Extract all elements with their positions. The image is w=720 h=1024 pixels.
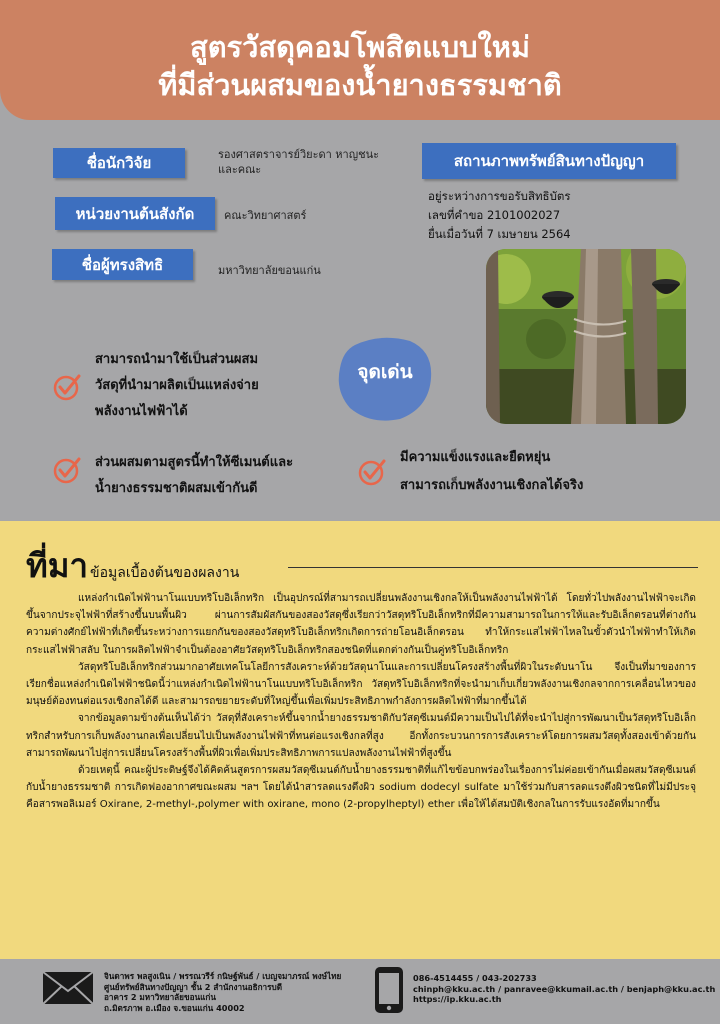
highlight-2-line-1: ส่วนผสมตามสูตรนี้ทำให้ซีเมนต์และ <box>95 455 294 470</box>
title-line-2: ที่มีส่วนผสมของน้ำยางธรรมชาติ <box>158 68 562 102</box>
footer-address-3: ถ.มิตรภาพ อ.เมือง จ.ขอนแก่น 40002 <box>104 1002 245 1013</box>
source-title: ที่มา <box>26 546 89 585</box>
highlight-1-line-2: วัสดุที่นำมาผลิตเป็นแหล่งจ่าย <box>95 378 259 393</box>
source-paragraph-3: จากข้อมูลตามข้างต้นเห็นได้ว่า วัสดุที่สังเคราะห์ขึ้นจากน้ำยางธรรมชาติกับวัสดุซีเมนต์มีความเป็นไปได้ที่จะนำไปสู่การพัฒนาเป็นวัสดุทริโบอิเล็กทริกสำหรับการเก็บพลังงานกลเพื่อเปลี่ยนไปเป็นพลังงานไฟฟ้าที่ทนต่อแรงเชิงกลที่สูง อีกทั้งกระบวนการการสังเคราะห์โดยการผสมวัสดุทั้งสองเข้าด้วยกันสามารถพัฒนาไปสู่การเปลี่ยนโครงสร้างพื้นที่ผิวเพื่อเพิ่มประสิทธิภาพการแปลงพลังงานไฟฟ้าที่สูงขึ้น <box>26 713 696 759</box>
source-paragraph-2: วัสดุทริโบอิเล็กทริกส่วนมากอาศัยเทคโนโลยีการสังเคราะห์ด้วยวัสดุนาโนและการเปลี่ยนโครงสร้างพื้นที่ผิวในระดับนาโน จึงเป็นที่มาของการเรียกชื่อแหล่งกำเนิดไฟฟ้าชนิดนี้ว่าแหล่งกำเนิดไฟฟ้านาโนแบบทริโบอิเล็กทริก วัสดุทริโบอิเล็กทริกที่จะนำมาเก็บเกี่ยวพลังงานเชิงกลจากการเคลื่อนไหวของมนุษย์ต้องทนต่อแรงเชิงกลได้ดี และสามารถขยายระดับที่ใหญ่ขึ้นเพื่อเพิ่มประสิทธิภาพกำลังการผลิตไฟฟ้าที่มากขึ้นได้ <box>26 661 696 708</box>
unit-label: หน่วยงานต้นสังกัด <box>55 197 215 230</box>
source-heading <box>26 539 239 592</box>
footer-address-2: อาคาร 2 มหาวิทยาลัยขอนแก่น <box>104 992 216 1002</box>
ip-status-label: สถานภาพทรัพย์สินทางปัญญา <box>422 143 676 179</box>
source-paragraph-1: แหล่งกำเนิดไฟฟ้านาโนแบบทริโบอิเล็กทริก เป็นอุปกรณ์ที่สามารถเปลี่ยนพลังงานเชิงกลให้เป็นพลังงานไฟฟ้าได้ โดยทั่วไปพลังงานไฟฟ้าจะเกิดขึ้นจากประจุไฟฟ้าที่สร้างขึ้นบนพื้นผิว ผ่านการสัมผัสกันของสองวัสดุซึ่งเรียกว่าวัสดุทริโบอิเล็กทริกที่มีความสามารถในการให้และรับอิเล็กตรอนที่ต่างกัน ความต่างศักย์ไฟฟ้าที่เกิดขึ้นระหว่างการแยกกันของสองวัสดุทริโบอิเล็กทริกเกิดการถ่ายโอนอิเล็กตรอน ทำให้กระแสไฟฟ้าไหลในขั้วตัวนำไฟฟ้าทำให้เกิดกระแสไฟฟ้าสลับ ในการผลิตไฟฟ้าจำเป็นต้องอาศัยวัสดุทริโบอิเล็กทริกสองชนิดที่แตกต่างกันเป็นคู่ทริโบอิเล็กทริก <box>26 593 696 656</box>
footer-website[interactable]: https://ip.kku.ac.th <box>413 994 502 1004</box>
footer-address <box>104 971 341 1013</box>
heading-rule <box>288 567 698 568</box>
highlight-3-line-2: สามารถเก็บพลังงานเชิงกลได้จริง <box>400 478 584 493</box>
rubber-tree-illustration <box>486 249 686 424</box>
title-line-1: สูตรวัสดุคอมโพสิตแบบใหม่ <box>190 30 530 64</box>
ip-status-details <box>428 187 571 244</box>
ip-line-1: อยู่ระหว่างการขอรับสิทธิบัตร <box>428 189 571 203</box>
smartphone-icon <box>374 966 404 1014</box>
highlight-1-line-1: สามารถนำมาใช้เป็นส่วนผสม <box>95 352 259 367</box>
owner-label: ชื่อผู้ทรงสิทธิ <box>52 249 193 280</box>
rubber-tree-photo <box>486 249 686 424</box>
source-paragraph-4: ด้วยเหตุนี้ คณะผู้ประดิษฐ์จึงได้คิดค้นสูตรการผสมวัสดุซีเมนต์กับน้ำยางธรรมชาติที่แก้ไขข้อบกพร่องในเรื่องการไม่ค่อยเข้ากันเมื่อผสมวัสดุซีเมนต์กับน้ำยางธรรมชาติ การเกิดฟองอากาศขณะผสม ฯลฯ โดยได้นำสารลดแรงตึงผิว sodium dodecyl sulfate มาใช้ร่วมกับสารลดแรงตึงผิวชนิดที่ไม่มีประจุ คือสารพอลิเมอร์ Oxirane, 2-methyl-,polymer with oxirane, mono (2-propylheptyl) ether เพื่อให้ได้สมบัติเชิงกลในการรับแรงอัดที่มากขึ้น <box>26 765 696 811</box>
highlight-1 <box>95 349 259 423</box>
check-circle-icon <box>52 372 82 402</box>
highlight-3-line-1: มีความแข็งแรงและยืดหยุ่น <box>400 450 551 465</box>
page-title <box>0 28 720 104</box>
footer-contacts <box>413 973 715 1005</box>
researcher-value: รองศาสตราจารย์วิยะดา หาญชนะ และคณะ <box>218 148 380 176</box>
footer-phone: 086-4514455 / 043-202733 <box>413 973 537 983</box>
highlight-1-line-3: พลังงานไฟฟ้าได้ <box>95 404 188 419</box>
highlight-badge: จุดเด่น <box>357 361 413 383</box>
check-circle-icon <box>357 457 387 487</box>
source-subtitle: ข้อมูลเบื้องต้นของผลงาน <box>90 565 240 581</box>
footer-emails[interactable]: chinph@kku.ac.th / panravee@kkumail.ac.th / benjaph@kku.ac.th <box>413 983 716 994</box>
ip-line-3: ยื่นเมื่อวันที่ 7 เมษายน 2564 <box>428 227 571 241</box>
highlight-2-line-2: น้ำยางธรรมชาติผสมเข้ากันดี <box>95 481 258 496</box>
researcher-label: ชื่อนักวิจัย <box>53 148 185 178</box>
footer-names: จินดาพร พลสูงเนิน / พรรณวรีร์ กนิษฐ์พันธ์ / เบญจมาภรณ์ พงษ์ไทย <box>104 971 342 981</box>
highlight-3 <box>400 447 583 497</box>
footer-address-1: ศูนย์ทรัพย์สินทางปัญญา ชั้น 2 สำนักงานอธิการบดี <box>104 981 283 992</box>
unit-value: คณะวิทยาศาสตร์ <box>224 209 307 222</box>
highlight-2 <box>95 452 293 500</box>
owner-value: มหาวิทยาลัยขอนแก่น <box>218 264 321 277</box>
envelope-icon <box>42 971 94 1005</box>
ip-line-2: เลขที่คำขอ 2101002027 <box>428 208 561 222</box>
check-circle-icon <box>52 455 82 485</box>
source-body <box>26 590 696 814</box>
